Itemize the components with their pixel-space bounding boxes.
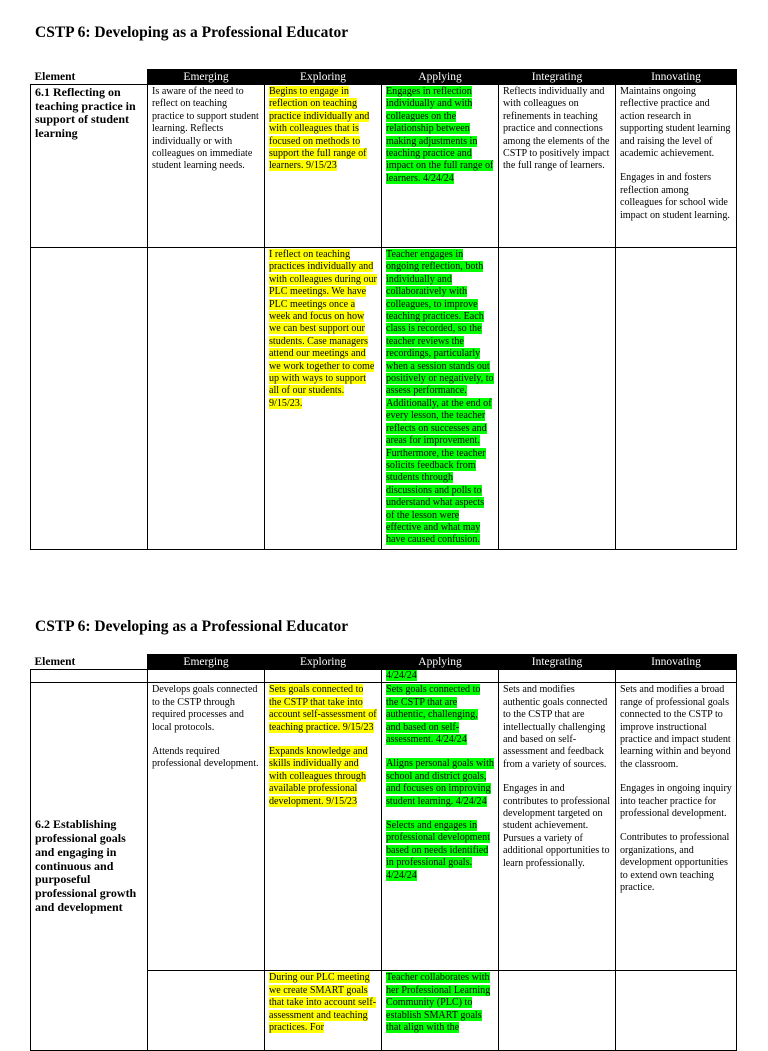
- column-header-integrating: Integrating: [499, 655, 616, 670]
- table-row: [31, 683, 737, 971]
- applying-cell: [382, 85, 499, 248]
- column-header-element: Element: [31, 70, 148, 85]
- table-row: [31, 670, 737, 683]
- applying-evidence-highlight: Teacher engages in ongoing reflection, both individually and collaboratively with colleagues, to improve teaching practices. Each class is recorded, so the teacher reviews the recordings, particularly when a session stands out positively or negatively, to assess performance. Additionally, at the end of every lesson, the teacher reflects on successes and areas for improvement. Furthermore, the teacher solicits feedback from students through discussions and polls to understand what aspects of the lesson were effective and what may have caused confusion.: [386, 249, 494, 546]
- applying-evidence-cell: [382, 971, 499, 1051]
- table-row: [31, 85, 737, 248]
- header-row: [31, 70, 737, 85]
- column-header-emerging: Emerging: [148, 70, 265, 85]
- integrating-text: Reflects individually and with colleagues on refinements in teaching practice and connections among the elements of the CSTP to positively impact the full range of learners.: [503, 86, 610, 172]
- innovating-text: Maintains ongoing reflective practice and action research in supporting student learning and raising the level of academic achievement.: [620, 86, 731, 160]
- applying-highlight: Aligns personal goals with school and district goals, and focuses on improving student learning. 4/24/24: [386, 758, 494, 807]
- column-header-applying: Applying: [382, 70, 499, 85]
- applying-highlight: Sets goals connected to the CSTP that are authentic, challenging, and based on self-assessment. 4/24/24: [386, 684, 481, 746]
- applying-carryover-cell: [382, 670, 499, 683]
- rubric-table: [30, 654, 737, 1051]
- integrating-text: Engages in and contributes to professional development targeted on student achievement. Pursues a variety of additional opportunities to learn professionally.: [503, 783, 611, 869]
- table-row: [31, 248, 737, 550]
- exploring-evidence-highlight: During our PLC meeting we create SMART goals that take into account self-assessment and teaching practices. For: [269, 972, 377, 1034]
- element-name: 6.1 Reflecting on teaching practice in support of student learning: [31, 85, 148, 248]
- empty-cell: [499, 670, 616, 683]
- emerging-text: Develops goals connected to the CSTP through required processes and local protocols.: [152, 684, 258, 733]
- applying-evidence-highlight: Teacher collaborates with her Professional Learning Community (PLC) to establish SMART goals that align with the: [386, 972, 491, 1034]
- empty-cell: [31, 248, 148, 550]
- exploring-highlight: Sets goals connected to the CSTP that take into account self-assessment of teaching practice. 9/15/23: [269, 684, 377, 733]
- column-header-innovating: Innovating: [616, 70, 737, 85]
- column-header-emerging: Emerging: [148, 655, 265, 670]
- empty-cell: [148, 248, 265, 550]
- integrating-cell: [499, 85, 616, 248]
- column-header-element: Element: [31, 655, 148, 670]
- innovating-text: Engages in ongoing inquiry into teacher practice for professional development.: [620, 783, 732, 820]
- page-title: CSTP 6: Developing as a Professional Educator: [35, 618, 349, 635]
- applying-highlight: Selects and engages in professional development based on needs identified in professional goals. 4/24/24: [386, 820, 490, 881]
- applying-cell: [382, 683, 499, 971]
- column-header-exploring: Exploring: [265, 655, 382, 670]
- exploring-evidence-cell: [265, 248, 382, 550]
- empty-cell: [499, 971, 616, 1051]
- exploring-cell: [265, 85, 382, 248]
- element-name: 6.2 Establishing professional goals and engaging in continuous and purposeful professional growth and development: [31, 683, 148, 1051]
- page-title: CSTP 6: Developing as a Professional Educator: [35, 24, 349, 41]
- emerging-cell: [148, 683, 265, 971]
- empty-cell: [148, 971, 265, 1051]
- innovating-cell: [616, 85, 737, 248]
- innovating-cell: [616, 683, 737, 971]
- empty-cell: [148, 670, 265, 683]
- emerging-text: Is aware of the need to reflect on teaching practice to support student learning. Reflects individually or with colleagues on immediate student learning needs.: [152, 86, 259, 172]
- applying-evidence-cell: [382, 248, 499, 550]
- integrating-cell: [499, 683, 616, 971]
- empty-cell: [265, 670, 382, 683]
- exploring-highlight: Expands knowledge and skills individually and with colleagues through available professional development. 9/15/23: [269, 746, 368, 807]
- applying-carryover-highlight: 4/24/24: [386, 670, 417, 681]
- applying-highlight: Engages in reflection individually and with colleagues on the relationship between making adjustments in teaching practice and impact on the full range of learners. 4/24/24: [386, 86, 494, 184]
- header-row: [31, 655, 737, 670]
- exploring-cell: [265, 683, 382, 971]
- emerging-text: Attends required professional development.: [152, 746, 259, 770]
- empty-cell: [499, 248, 616, 550]
- column-header-exploring: Exploring: [265, 70, 382, 85]
- exploring-evidence-cell: [265, 971, 382, 1051]
- innovating-text: Engages in and fosters reflection among colleagues for school wide impact on student learning.: [620, 172, 730, 221]
- innovating-text: Sets and modifies a broad range of professional goals connected to the CSTP to improve instructional practice and impact student learning within and beyond the classroom.: [620, 684, 731, 770]
- innovating-text: Contributes to professional organizations, and development opportunities to extend own teaching practice.: [620, 832, 730, 894]
- rubric-table: [30, 69, 737, 550]
- exploring-highlight: Begins to engage in reflection on teaching practice individually and with colleagues that is focused on methods to support the full range of learners. 9/15/23: [269, 86, 370, 172]
- emerging-cell: [148, 85, 265, 248]
- integrating-text: Sets and modifies authentic goals connected to the CSTP that are intellectually challenging and based on self-assessment and feedback from a variety of sources.: [503, 684, 608, 770]
- empty-cell: [616, 670, 737, 683]
- column-header-integrating: Integrating: [499, 70, 616, 85]
- empty-cell: [616, 248, 737, 550]
- column-header-innovating: Innovating: [616, 655, 737, 670]
- empty-cell: [616, 971, 737, 1051]
- exploring-evidence-highlight: I reflect on teaching practices individually and with colleagues during our PLC meetings. We have PLC meetings once a week and focus on how we can best support our students. Case managers attend our meetings and we work together to come up with ways to support all of our students. 9/15/23.: [269, 249, 377, 409]
- empty-cell: [31, 670, 148, 683]
- column-header-applying: Applying: [382, 655, 499, 670]
